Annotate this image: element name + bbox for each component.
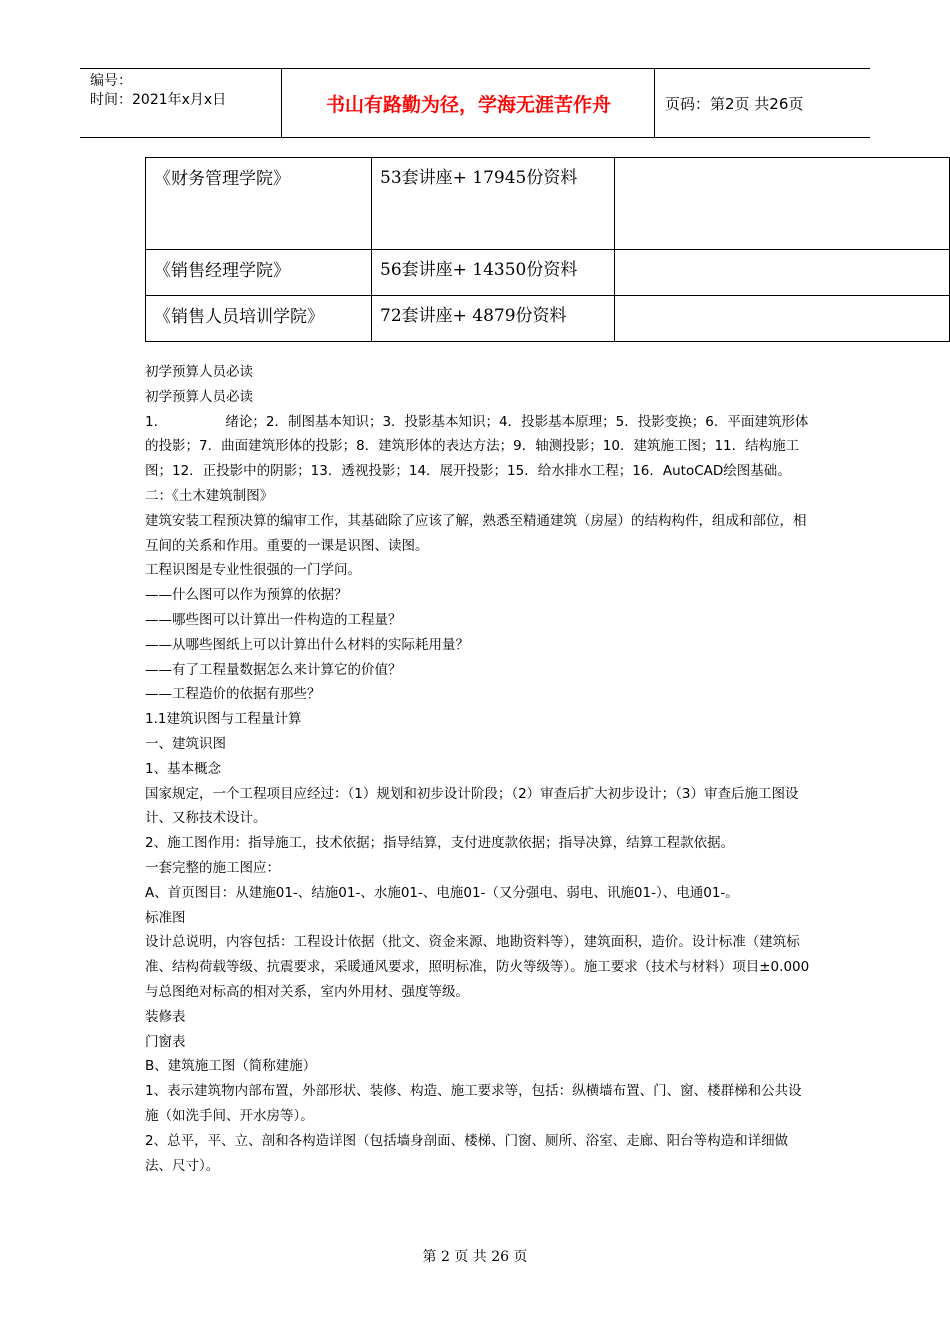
table-row xyxy=(146,158,950,250)
question-item: ——哪些图可以计算出一件构造的工程量？ xyxy=(145,611,402,628)
table-row xyxy=(146,250,950,296)
paragraph: 2、施工图作用：指导施工，技术依据；指导结算，支付进度款依据；指导决算，结算工程款依据。 xyxy=(145,835,735,852)
paragraph: 1、表示建筑物内部布置，外部形状、装修、构造、施工要求等，包括：纵横墙布置、门、窗、楼群梯和公共设施（如洗手间、开水房等）。 xyxy=(145,1083,802,1124)
section-heading: 1、基本概念 xyxy=(145,760,222,777)
section-heading: 1.1建筑识图与工程量计算 xyxy=(145,711,302,728)
paragraph: A、首页图目：从建施01-、结施01-、水施01-、电施01-（又分强电、弱电、讯施01-）、电通01-。 xyxy=(145,884,739,901)
document-body xyxy=(145,360,810,1178)
page-info: 页码：第2页 共26页 xyxy=(665,94,804,113)
table-cell-extra xyxy=(615,250,950,296)
paragraph: 建筑安装工程预决算的编审工作，其基础除了应该了解，熟悉至精通建筑（房屋）的结构构件，组成和部位，相互间的关系和作用。重要的一课是识图、读图。 xyxy=(145,512,807,554)
paragraph: 门窗表 xyxy=(145,1033,186,1050)
time-label: 时间：2021年x月x日 xyxy=(90,92,227,108)
question-item: ——工程造价的依据有那些？ xyxy=(145,686,321,703)
paragraph: 工程识图是专业性很强的一门学问。 xyxy=(145,562,361,579)
table-cell-detail: 56套讲座+ 14350份资料 xyxy=(372,250,615,296)
section-heading: 一、建筑识图 xyxy=(145,735,226,752)
header-meta xyxy=(80,69,282,137)
table-cell-detail: 72套讲座+ 4879份资料 xyxy=(372,296,615,342)
table-cell-name: 《财务管理学院》 xyxy=(146,158,372,250)
paragraph: 装修表 xyxy=(145,1008,186,1025)
paragraph: 设计总说明，内容包括：工程设计依据（批文、资金来源、地勘资料等），建筑面积，造价。设计标准（建筑标准、结构荷载等级、抗震要求，采暖通风要求，照明标准，防火等级等）。施工要求（技术与材料）项目±0.000与总图绝对标高的相对关系，室内外用材、强度等级。 xyxy=(145,934,810,1000)
page-header xyxy=(80,68,870,138)
paragraph: 一套完整的施工图应： xyxy=(145,859,280,876)
page-footer: 第 2 页 共 26 页 xyxy=(422,1249,528,1265)
number-label: 编号： xyxy=(90,73,132,89)
section-heading: 二：《土木建筑制图》 xyxy=(145,487,274,504)
section-heading: B、建筑施工图（简称建施） xyxy=(145,1058,317,1075)
table-cell-extra xyxy=(615,296,950,342)
paragraph: 2、总平，平、立、剖和各构造详图（包括墙身剖面、楼梯、门窗、厕所、浴室、走廊、阳台等构造和详细做法、尺寸）。 xyxy=(145,1132,789,1174)
paragraph: 初学预算人员必读 xyxy=(145,364,253,380)
table-cell-name: 《销售经理学院》 xyxy=(146,250,372,296)
table-cell-extra xyxy=(615,158,950,250)
paragraph: 标准图 xyxy=(145,909,186,926)
question-item: ——什么图可以作为预算的依据？ xyxy=(145,587,348,604)
motto: 书山有路勤为径，学海无涯苦作舟 xyxy=(283,69,655,137)
table-row xyxy=(146,296,950,342)
question-item: ——有了工程量数据怎么来计算它的价值？ xyxy=(145,661,402,678)
table-cell-name: 《销售人员培训学院》 xyxy=(146,296,372,342)
paragraph: 国家规定，一个工程项目应经过：（1）规划和初步设计阶段；（2）审查后扩大初步设计；（3）审查后施工图设计、又称技术设计。 xyxy=(145,785,799,827)
paragraph: 初学预算人员必读 xyxy=(145,388,253,405)
table-cell-detail: 53套讲座+ 17945份资料 xyxy=(372,158,615,250)
resource-table xyxy=(145,157,950,342)
paragraph: 1. 绪论；2．制图基本知识；3．投影基本知识；4．投影基本原理；5．投影变换；6．平面建筑形体的投影；7．曲面建筑形体的投影；8．建筑形体的表达方法；9．轴测投影；10．建筑施工图；11．结构施工图；12．正投影中的阴影；13．透视投影；14．展开投影；15．给水排水工程；16．AutoCAD绘图基础。 xyxy=(145,413,809,480)
question-item: ——从哪些图纸上可以计算出什么材料的实际耗用量？ xyxy=(145,636,469,653)
